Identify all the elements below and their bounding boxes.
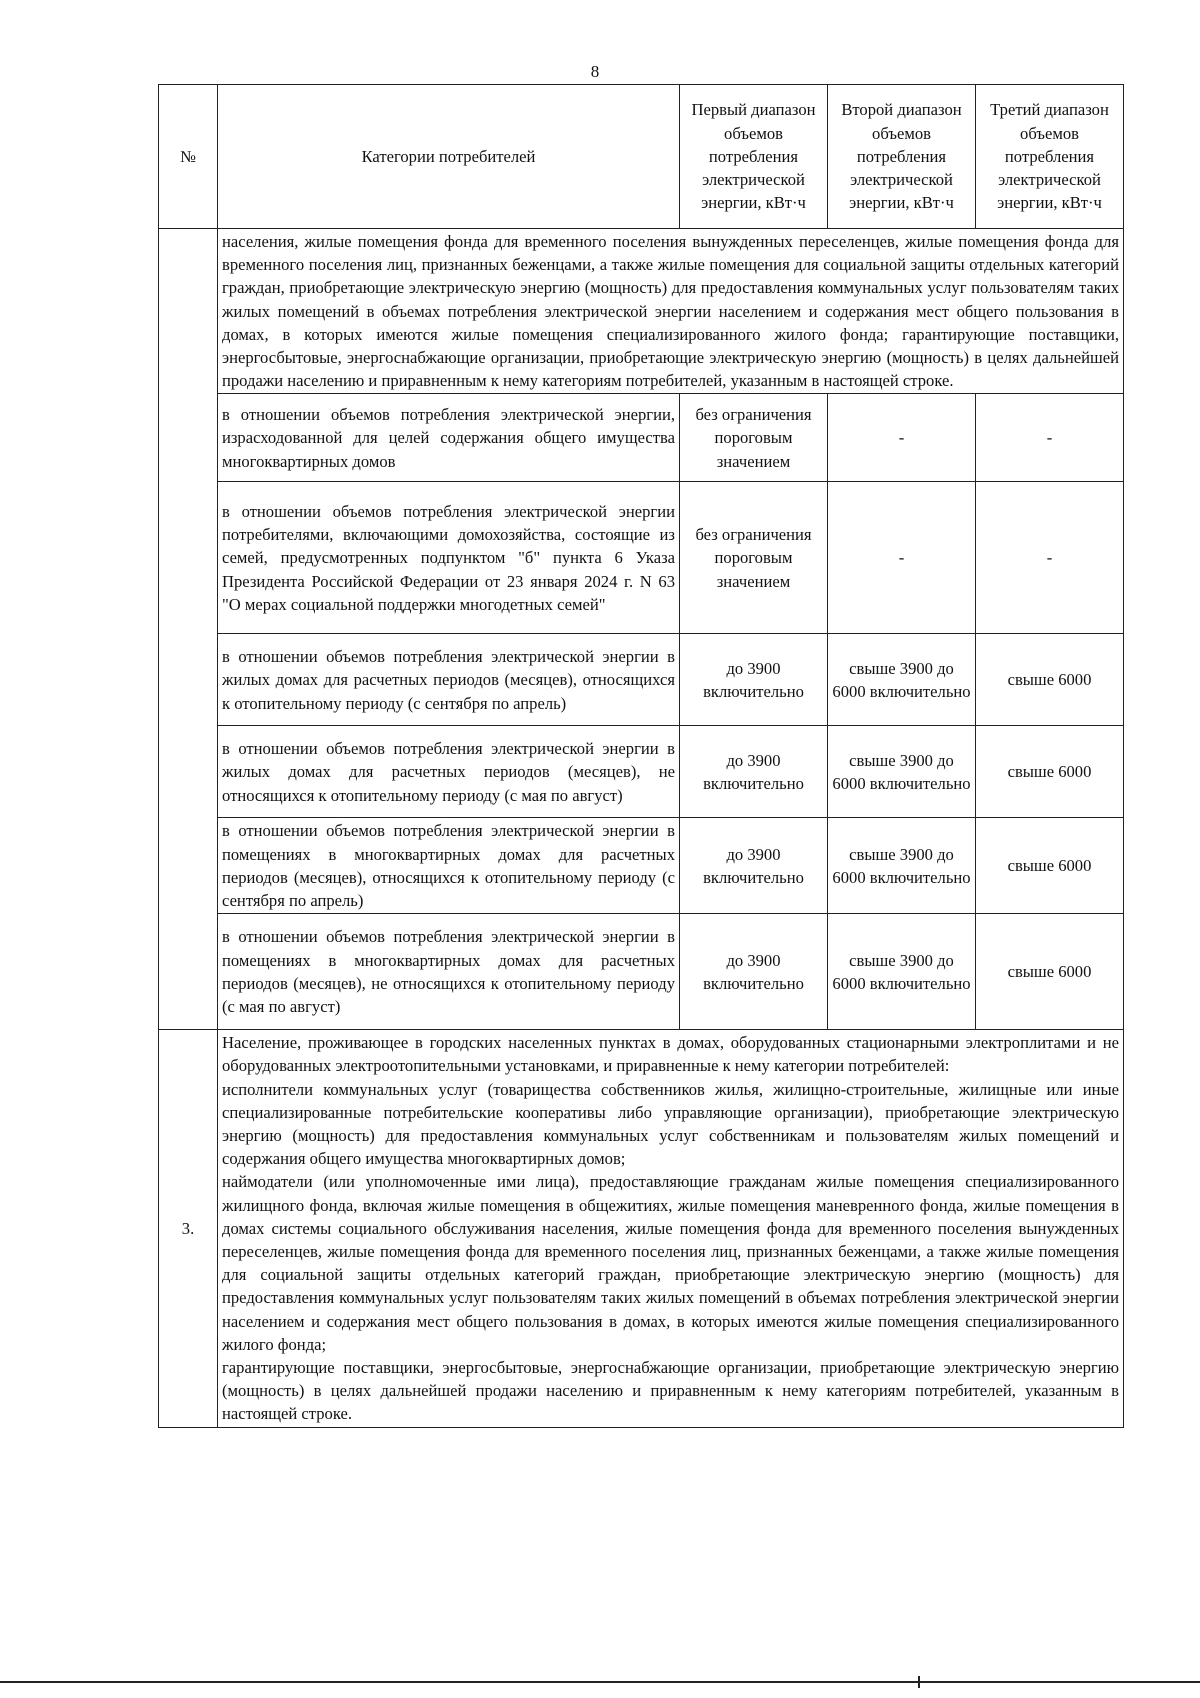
header-range1: Первый диапазон объемов потребления электрической энергии, кВт·ч <box>680 85 828 229</box>
row-category: в отношении объемов потребления электрической энергии в жилых домах для расчетных периодов (месяцев), относящихся к отопительному периоду (с сентября по апрель) <box>218 634 680 726</box>
section3-paragraph: Население, проживающее в городских населенных пунктах в домах, оборудованных стационарными электроплитами и не оборудованных электроотопительными установками, и приравненные к нему категории потребителей: <box>222 1033 1119 1076</box>
header-range3: Третий диапазон объемов потребления электрической энергии, кВт·ч <box>976 85 1124 229</box>
bottom-divider <box>0 1681 1200 1683</box>
row-range2: свыше 3900 до 6000 включительно <box>828 914 976 1030</box>
row-range2: - <box>828 482 976 634</box>
table-row <box>159 1030 1124 1427</box>
table-header-row <box>159 85 1124 229</box>
tariff-table <box>158 84 1124 1428</box>
row-range2: - <box>828 394 976 482</box>
row-category: в отношении объемов потребления электрической энергии в помещениях в многоквартирных домах для расчетных периодов (месяцев), относящихся к отопительному периоду (с сентября по апрель) <box>218 818 680 914</box>
section3-paragraph: гарантирующие поставщики, энергосбытовые, энергоснабжающие организации, приобретающие электрическую энергию (мощность) в целях дальнейшей продажи населению и приравненным к нему категориям потребителей, указанным в настоящей строке. <box>222 1358 1119 1424</box>
section3-num: 3. <box>159 1030 218 1427</box>
header-range2: Второй диапазон объемов потребления электрической энергии, кВт·ч <box>828 85 976 229</box>
row-num-empty <box>159 229 218 1030</box>
continuation-text: населения, жилые помещения фонда для временного поселения вынужденных переселенцев, жилые помещения фонда для временного поселения лиц, признанных беженцами, а также жилые помещения для социальной защиты отдельных категорий граждан, приобретающие электрическую энергию (мощность) для предоставления коммунальных услуг пользователям таких жилых помещений в объемах потребления электрической энергии населением и содержания мест общего пользования в домах, в которых имеются жилые помещения специализированного жилого фонда; гарантирующие поставщики, энергосбытовые, энергоснабжающие организации, приобретающие электрическую энергию (мощность) в целях дальнейшей продажи населению и приравненным к нему категориям потребителей, указанным в настоящей строке. <box>218 229 1124 394</box>
bottom-tick-mark <box>918 1676 920 1688</box>
table-row <box>159 229 1124 394</box>
row-range2: свыше 3900 до 6000 включительно <box>828 726 976 818</box>
row-range1: до 3900 включительно <box>680 634 828 726</box>
table-row <box>159 394 1124 482</box>
row-range1: до 3900 включительно <box>680 914 828 1030</box>
row-range3: - <box>976 394 1124 482</box>
row-range3: свыше 6000 <box>976 914 1124 1030</box>
row-range2: свыше 3900 до 6000 включительно <box>828 818 976 914</box>
row-range1: до 3900 включительно <box>680 818 828 914</box>
row-range3: - <box>976 482 1124 634</box>
section3-paragraph: наймодатели (или уполномоченные ими лица), предоставляющие гражданам жилые помещения специализированного жилищного фонда, включая жилые помещения в общежитиях, жилые помещения маневренного фонда, жилые помещения в домах системы социального обслуживания населения, жилые помещения фонда для временного поселения вынужденных переселенцев, жилые помещения фонда для временного поселения лиц, признанных беженцами, а также жилые помещения для социальной защиты отдельных категорий граждан, приобретающие электрическую энергию (мощность) для предоставления коммунальных услуг пользователям таких жилых помещений в объемах потребления электрической энергии населением и содержания мест общего пользования в домах, в которых имеются жилые помещения специализированного жилого фонда; <box>222 1172 1119 1354</box>
row-range1: без ограничения пороговым значением <box>680 394 828 482</box>
row-range3: свыше 6000 <box>976 634 1124 726</box>
table-row <box>159 818 1124 914</box>
row-range1: до 3900 включительно <box>680 726 828 818</box>
row-category: в отношении объемов потребления электрической энергии в жилых домах для расчетных периодов (месяцев), не относящихся к отопительному периоду (с мая по август) <box>218 726 680 818</box>
header-num: № <box>159 85 218 229</box>
row-category: в отношении объемов потребления электрической энергии, израсходованной для целей содержания общего имущества многоквартирных домов <box>218 394 680 482</box>
table-row <box>159 914 1124 1030</box>
page-number: 8 <box>590 62 600 81</box>
table-row <box>159 726 1124 818</box>
table-row <box>159 634 1124 726</box>
row-range2: свыше 3900 до 6000 включительно <box>828 634 976 726</box>
table-row <box>159 482 1124 634</box>
row-range3: свыше 6000 <box>976 726 1124 818</box>
row-category: в отношении объемов потребления электрической энергии потребителями, включающими домохозяйства, состоящие из семей, предусмотренных подпунктом "б" пункта 6 Указа Президента Российской Федерации от 23 января 2024 г. N 63 "О мерах социальной поддержки многодетных семей" <box>218 482 680 634</box>
section3-text <box>218 1030 1124 1427</box>
row-category: в отношении объемов потребления электрической энергии в помещениях в многоквартирных домах для расчетных периодов (месяцев), не относящихся к отопительному периоду (с мая по август) <box>218 914 680 1030</box>
header-category: Категории потребителей <box>218 85 680 229</box>
row-range3: свыше 6000 <box>976 818 1124 914</box>
section3-paragraph: исполнители коммунальных услуг (товарищества собственников жилья, жилищно-строительные, жилищные или иные специализированные потребительские кооперативы либо управляющие организации), приобретающие электрическую энергию (мощность) для предоставления коммунальных услуг собственникам и пользователям жилых помещений и содержания общего имущества многоквартирных домов; <box>222 1079 1119 1169</box>
row-range1: без ограничения пороговым значением <box>680 482 828 634</box>
